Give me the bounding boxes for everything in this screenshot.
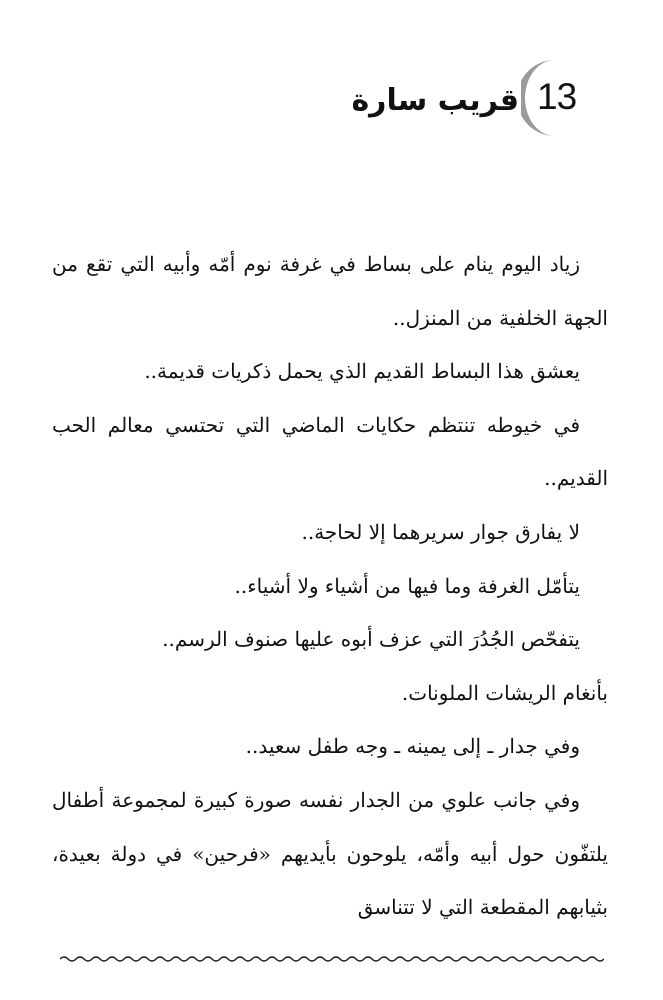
paragraph: لا يفارق جوار سريرهما إلا لحاجة.. (301, 519, 580, 544)
chapter-body (52, 238, 608, 935)
paragraph: في خيوطه تنتظم حكايات الماضي التي تحتسي معالم الحب القديم.. (52, 412, 608, 491)
paragraph: يعشق هذا البساط القديم الذي يحمل ذكريات قديمة.. (144, 359, 580, 384)
paragraph: وفي جدار ـ إلى يمينه ـ وجه طفل سعيد.. (245, 734, 580, 759)
chapter-title: قريب سارة (351, 82, 519, 118)
paragraph: زياد اليوم ينام على بساط في غرفة نوم أمّه وأبيه التي تقع من الجهة الخلفية من المنزل.. (52, 252, 608, 330)
chapter-badge (521, 58, 585, 138)
wavy-divider (60, 953, 604, 965)
paragraph: يتفحّص الجُدُرَ التي عزف أبوه عليها صنوف الرسم.. (162, 627, 580, 652)
paragraph: يتأمّل الغرفة وما فيها من أشياء ولا أشياء.. (234, 573, 580, 598)
chapter-header (351, 58, 585, 138)
paragraph: وفي جانب علوي من الجدار نفسه صورة كبيرة لمجموعة أطفال يلتفّون حول أبيه وأمّه، يلوحون بأيديهم «فرحين» في دولة بعيدة، بثيابهم المقطعة التي لا تتناسق (52, 787, 608, 920)
chapter-number: 13 (537, 76, 577, 117)
paragraph: بأنغام الريشات الملونات. (401, 680, 608, 705)
